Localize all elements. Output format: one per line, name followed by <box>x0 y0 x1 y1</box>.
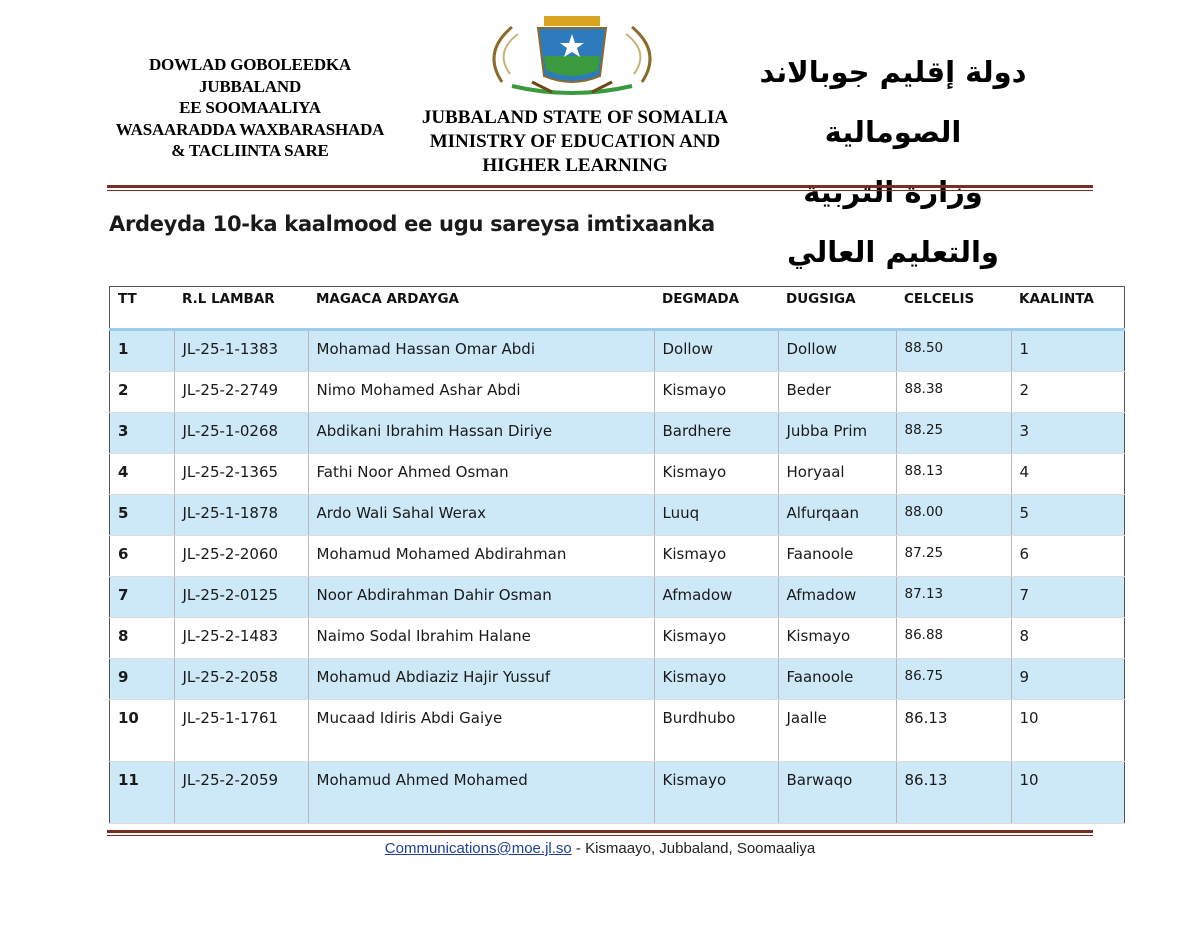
cell-dugsiga: Barwaqo <box>778 762 896 824</box>
cell-degmada: Kismayo <box>654 618 778 659</box>
cell-dugsiga: Faanoole <box>778 659 896 700</box>
cell-dugsiga: Horyaal <box>778 454 896 495</box>
cell-celcelis: 88.25 <box>896 413 1011 454</box>
cell-dugsiga: Jubba Prim <box>778 413 896 454</box>
header-center-line: MINISTRY OF EDUCATION AND <box>429 131 721 152</box>
header-left-line: EE SOOMAALIYA <box>179 98 321 117</box>
cell-name: Naimo Sodal Ibrahim Halane <box>308 618 654 659</box>
cell-degmada: Luuq <box>654 495 778 536</box>
cell-name: Abdikani Ibrahim Hassan Diriye <box>308 413 654 454</box>
cell-degmada: Kismayo <box>654 762 778 824</box>
cell-kaalinta: 6 <box>1011 536 1125 577</box>
cell-celcelis: 88.13 <box>896 454 1011 495</box>
column-header-degmada: DEGMADA <box>654 287 778 330</box>
cell-degmada: Bardhere <box>654 413 778 454</box>
cell-dugsiga: Faanoole <box>778 536 896 577</box>
header-right-line: وزارة التربية والتعليم العالي <box>787 175 999 269</box>
cell-dugsiga: Dollow <box>778 330 896 372</box>
header-left-line: JUBBALAND <box>198 76 302 96</box>
cell-name: Mohamud Ahmed Mohamed <box>308 762 654 824</box>
cell-tt: 2 <box>110 372 175 413</box>
header-divider <box>107 185 1093 191</box>
table-row <box>110 413 1125 454</box>
cell-tt: 10 <box>110 700 175 762</box>
cell-degmada: Kismayo <box>654 536 778 577</box>
header-center-line: JUBBALAND STATE OF SOMALIA <box>421 107 729 128</box>
cell-name: Fathi Noor Ahmed Osman <box>308 454 654 495</box>
table-row <box>110 495 1125 536</box>
cell-rl-lambar: JL-25-2-2060 <box>174 536 308 577</box>
column-header-rl-lambar: R.L LAMBAR <box>174 287 308 330</box>
table-row <box>110 618 1125 659</box>
cell-celcelis: 88.38 <box>896 372 1011 413</box>
header-somali-title <box>110 54 390 162</box>
header-left-line: WASAARADDA WAXBARASHADA <box>115 119 385 139</box>
cell-rl-lambar: JL-25-1-1878 <box>174 495 308 536</box>
cell-degmada: Kismayo <box>654 659 778 700</box>
table-header-row <box>110 287 1125 330</box>
cell-tt: 11 <box>110 762 175 824</box>
cell-dugsiga: Jaalle <box>778 700 896 762</box>
cell-rl-lambar: JL-25-2-2749 <box>174 372 308 413</box>
cell-celcelis: 86.75 <box>896 659 1011 700</box>
cell-degmada: Burdhubo <box>654 700 778 762</box>
footer-email-link[interactable]: Communications@moe.jl.so <box>384 840 572 857</box>
table-row <box>110 330 1125 372</box>
cell-kaalinta: 3 <box>1011 413 1125 454</box>
table-row <box>110 577 1125 618</box>
cell-celcelis: 86.88 <box>896 618 1011 659</box>
cell-rl-lambar: JL-25-2-1365 <box>174 454 308 495</box>
cell-rl-lambar: JL-25-2-1483 <box>174 618 308 659</box>
header-arabic-title <box>748 42 1038 282</box>
cell-name: Ardo Wali Sahal Werax <box>308 495 654 536</box>
page-title: Ardeyda 10-ka kaalmood ee ugu sareysa imtixaanka <box>109 212 715 236</box>
cell-kaalinta: 9 <box>1011 659 1125 700</box>
cell-name: Nimo Mohamed Ashar Abdi <box>308 372 654 413</box>
cell-kaalinta: 8 <box>1011 618 1125 659</box>
cell-kaalinta: 2 <box>1011 372 1125 413</box>
header-left-line: DOWLAD GOBOLEEDKA <box>148 55 352 74</box>
cell-kaalinta: 5 <box>1011 495 1125 536</box>
cell-tt: 1 <box>110 330 175 372</box>
header-english-title <box>405 106 745 178</box>
column-header-kaalinta: KAALINTA <box>1011 287 1125 330</box>
footer-address: - Kismaayo, Jubbaland, Soomaaliya <box>571 840 816 857</box>
column-header-celcelis: CELCELIS <box>896 287 1011 330</box>
cell-kaalinta: 1 <box>1011 330 1125 372</box>
cell-tt: 4 <box>110 454 175 495</box>
header-left-line: & TACLIINTA SARE <box>171 141 329 160</box>
cell-name: Mucaad Idiris Abdi Gaiye <box>308 700 654 762</box>
header-right-line: دولة إقليم جوبالاند الصومالية <box>759 55 1027 149</box>
cell-celcelis: 86.13 <box>896 762 1011 824</box>
cell-rl-lambar: JL-25-1-1761 <box>174 700 308 762</box>
cell-celcelis: 87.13 <box>896 577 1011 618</box>
cell-degmada: Afmadow <box>654 577 778 618</box>
cell-rl-lambar: JL-25-2-2058 <box>174 659 308 700</box>
cell-dugsiga: Afmadow <box>778 577 896 618</box>
cell-celcelis: 86.13 <box>896 700 1011 762</box>
cell-dugsiga: Beder <box>778 372 896 413</box>
cell-rl-lambar: JL-25-1-1383 <box>174 330 308 372</box>
cell-tt: 5 <box>110 495 175 536</box>
cell-celcelis: 87.25 <box>896 536 1011 577</box>
cell-rl-lambar: JL-25-1-0268 <box>174 413 308 454</box>
cell-celcelis: 88.00 <box>896 495 1011 536</box>
cell-name: Mohamud Mohamed Abdirahman <box>308 536 654 577</box>
cell-dugsiga: Alfurqaan <box>778 495 896 536</box>
cell-tt: 8 <box>110 618 175 659</box>
table-row <box>110 762 1125 824</box>
cell-kaalinta: 7 <box>1011 577 1125 618</box>
table-row <box>110 372 1125 413</box>
cell-degmada: Kismayo <box>654 372 778 413</box>
cell-name: Mohamad Hassan Omar Abdi <box>308 330 654 372</box>
footer <box>0 840 1200 857</box>
cell-rl-lambar: JL-25-2-2059 <box>174 762 308 824</box>
cell-name: Noor Abdirahman Dahir Osman <box>308 577 654 618</box>
table-row <box>110 536 1125 577</box>
cell-degmada: Dollow <box>654 330 778 372</box>
table-row <box>110 659 1125 700</box>
cell-degmada: Kismayo <box>654 454 778 495</box>
table-row <box>110 454 1125 495</box>
column-header-tt: TT <box>110 287 175 330</box>
column-header-magaca-ardayga: MAGACA ARDAYGA <box>308 287 654 330</box>
cell-kaalinta: 4 <box>1011 454 1125 495</box>
results-table <box>109 286 1125 824</box>
cell-tt: 9 <box>110 659 175 700</box>
column-header-dugsiga: DUGSIGA <box>778 287 896 330</box>
footer-divider <box>107 830 1093 836</box>
cell-name: Mohamud Abdiaziz Hajir Yussuf <box>308 659 654 700</box>
cell-celcelis: 88.50 <box>896 330 1011 372</box>
cell-tt: 6 <box>110 536 175 577</box>
table-row <box>110 700 1125 762</box>
cell-kaalinta: 10 <box>1011 700 1125 762</box>
cell-tt: 7 <box>110 577 175 618</box>
cell-tt: 3 <box>110 413 175 454</box>
jubbaland-emblem-icon <box>472 12 672 98</box>
cell-dugsiga: Kismayo <box>778 618 896 659</box>
header-center-line: HIGHER LEARNING <box>482 155 668 176</box>
cell-kaalinta: 10 <box>1011 762 1125 824</box>
cell-rl-lambar: JL-25-2-0125 <box>174 577 308 618</box>
